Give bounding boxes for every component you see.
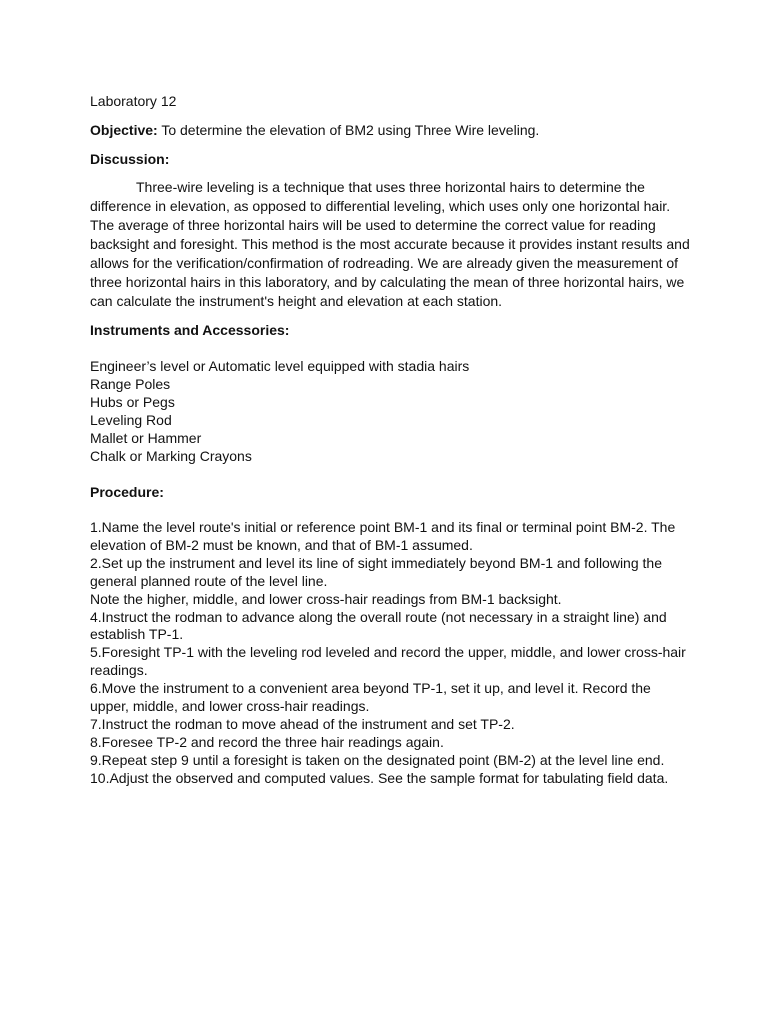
procedure-step: 5.Foresight TP-1 with the leveling rod leveled and record the upper, middle, and lower cross-hair readings. bbox=[90, 644, 686, 679]
instrument-item: Range Poles bbox=[90, 376, 171, 392]
procedure-step: 10.Adjust the observed and computed values. See the sample format for tabulating field data. bbox=[90, 769, 669, 786]
procedure-step: 6.Move the instrument to a convenient area beyond TP-1, set it up, and level it. Record the upper, middle, and lower cross-hair readings. bbox=[90, 680, 651, 715]
instrument-item: Mallet or Hammer bbox=[90, 430, 202, 446]
procedure-step: 8.Foresee TP-2 and record the three hair readings again. bbox=[90, 733, 444, 750]
instrument-item: Leveling Rod bbox=[90, 412, 172, 428]
document-page bbox=[90, 92, 690, 806]
discussion-heading: Discussion: bbox=[90, 151, 170, 167]
procedure-step: 7.Instruct the rodman to move ahead of the instrument and set TP-2. bbox=[90, 715, 515, 732]
instrument-item: Hubs or Pegs bbox=[90, 394, 175, 410]
lab-title: Laboratory 12 bbox=[90, 93, 177, 109]
instruments-heading: Instruments and Accessories: bbox=[90, 322, 290, 338]
objective-label: Objective: bbox=[90, 122, 158, 138]
procedure-step: 9.Repeat step 9 until a foresight is taken on the designated point (BM-2) at the level line end. bbox=[90, 751, 665, 768]
objective-line bbox=[90, 121, 690, 139]
discussion-paragraph: Three-wire leveling is a technique that uses three horizontal hairs to determine the difference in elevation, as opposed to differential leveling, which uses only one horizontal hair. The average of three horizontal hairs will be used to determine the correct value for reading backsight and foresight. This method is the most accurate because it provides instant results and allows for the verification/confirmation of rodreading. We are already given the measurement of three horizontal hairs in this laboratory, and by calculating the mean of three horizontal hairs, we can calculate the instrument's height and elevation at each station. bbox=[90, 179, 690, 309]
procedure-heading: Procedure: bbox=[90, 484, 164, 500]
procedure-list bbox=[90, 519, 690, 788]
objective-text: To determine the elevation of BM2 using Three Wire leveling. bbox=[157, 122, 540, 138]
instrument-item: Chalk or Marking Crayons bbox=[90, 448, 252, 464]
procedure-step: 1.Name the level route's initial or reference point BM-1 and its final or terminal point BM-2. The elevation of BM-2 must be known, and that of BM-1 assumed. bbox=[90, 519, 676, 553]
procedure-step: Note the higher, middle, and lower cross-hair readings from BM-1 backsight. bbox=[90, 590, 562, 607]
instrument-item: Engineer’s level or Automatic level equipped with stadia hairs bbox=[90, 358, 470, 374]
instruments-list bbox=[90, 357, 690, 465]
procedure-step: 2.Set up the instrument and level its line of sight immediately beyond BM-1 and following the general planned route of the level line. bbox=[90, 554, 662, 589]
procedure-step: 4.Instruct the rodman to advance along the overall route (not necessary in a straight line) and establish TP-1. bbox=[90, 608, 667, 643]
